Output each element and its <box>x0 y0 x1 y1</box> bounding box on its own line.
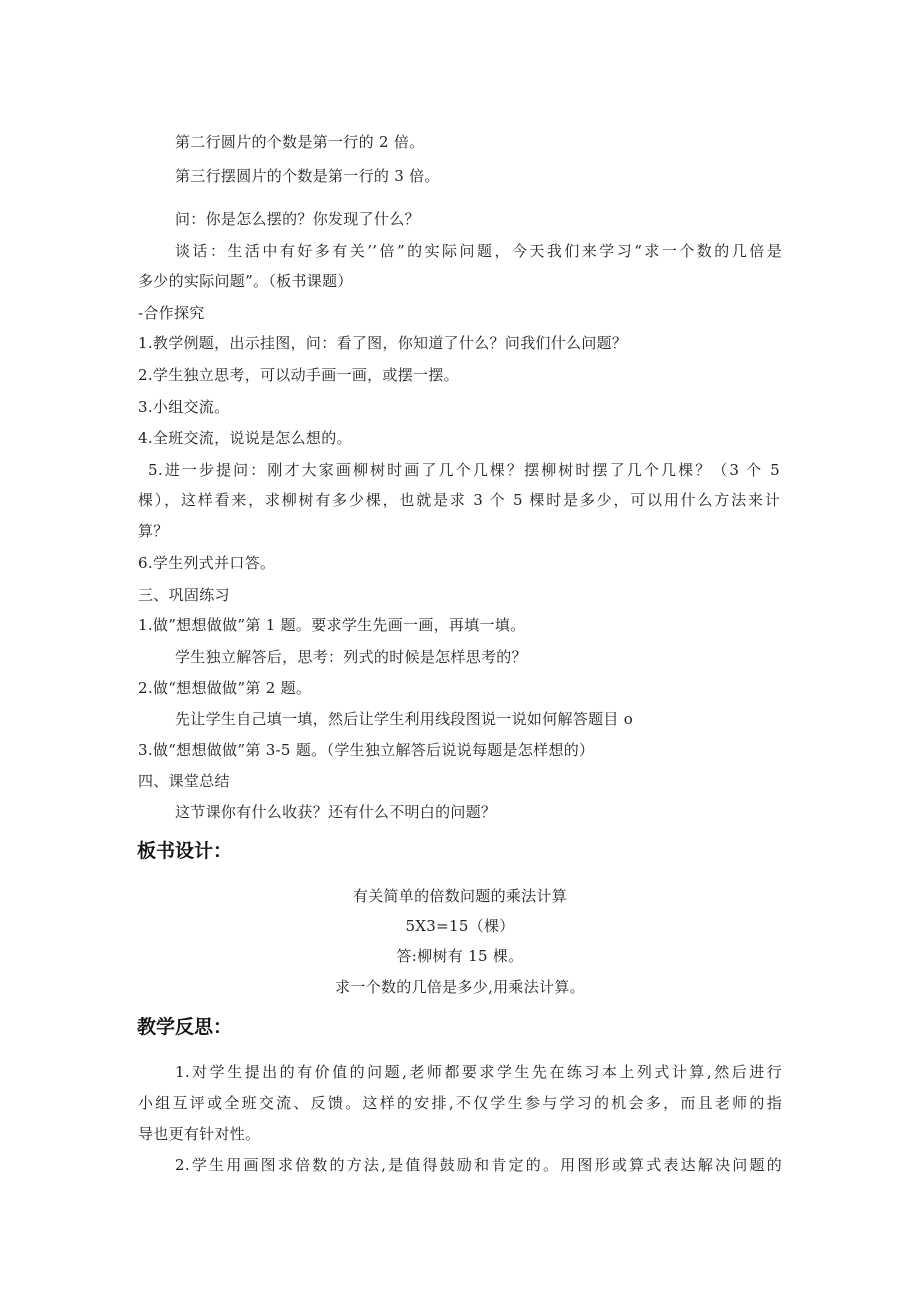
board-title: 有关简单的倍数问题的乘法计算 <box>352 887 568 905</box>
board-formula: 5X3=15（棵） <box>405 917 515 935</box>
text-line: 先让学生自己填一填，然后让学生利用线段图说一说如何解答题目 o <box>175 710 634 728</box>
board-design-heading: 板书设计： <box>137 840 233 862</box>
board-answer: 答:柳树有 15 棵。 <box>396 947 524 965</box>
text-line: 2.做“想想做做”第 2 题。 <box>138 679 312 697</box>
text-line: 2.学生独立思考，可以动手画一画，或摆一摆。 <box>138 366 459 384</box>
text-line: 1.对学生提出的有价值的问题,老师都要求学生先在练习本上列式计算,然后进行 <box>175 1063 782 1081</box>
text-line: 2.学生用画图求倍数的方法,是值得鼓励和肯定的。用图形或算式表达解决问题的 <box>175 1156 782 1174</box>
text-line: 这节课你有什么收获？还有什么不明白的问题？ <box>175 803 497 821</box>
text-line: 5.进一步提问：刚才大家画柳树时画了几个几棵？摆柳树时摆了几个几棵？（3 个 5 <box>148 461 780 479</box>
text-line: 3.小组交流。 <box>138 398 230 416</box>
reflection-heading: 教学反思： <box>137 1016 233 1038</box>
text-line: 第三行摆圆片的个数是第一行的 3 倍。 <box>175 167 440 185</box>
section-heading: 三、巩固练习 <box>138 586 230 604</box>
text-line: 3.做“想想做做”第 3-5 题。（学生独立解答后说说每题是怎样想的） <box>138 741 595 759</box>
text-line: 第二行圆片的个数是第一行的 2 倍。 <box>175 133 425 151</box>
text-line: 小组互评或全班交流、反馈。这样的安排,不仅学生参与学习的机会多，而且老师的指 <box>138 1094 782 1112</box>
text-line: 1.做”想想做做”第 1 题。要求学生先画一画，再填一填。 <box>138 616 526 634</box>
text-line: 1.教学例题，出示挂图，问：看了图，你知道了什么？问我们什么问题？ <box>138 334 628 352</box>
text-line: 谈话：生活中有好多有关’’倍”的实际问题，今天我们来学习“求一个数的几倍是 <box>175 242 782 260</box>
section-heading: 四、课堂总结 <box>138 772 230 790</box>
text-line: 算？ <box>138 522 169 540</box>
text-line: 学生独立解答后，思考：列式的时候是怎样思考的？ <box>175 648 527 666</box>
text-line: 问：你是怎么摆的？你发现了什么？ <box>175 210 420 228</box>
text-line: 4.全班交流，说说是怎么想的。 <box>138 429 352 447</box>
section-heading: -合作探究 <box>138 304 205 322</box>
text-line: 6.学生列式并口答。 <box>138 554 276 572</box>
text-line: 棵），这样看来，求柳树有多少棵，也就是求 3 个 5 棵时是多少，可以用什么方法来计 <box>138 491 780 509</box>
text-line: 导也更有针对性。 <box>138 1125 261 1143</box>
board-rule: 求一个数的几倍是多少,用乘法计算。 <box>335 978 585 996</box>
text-line: 多少的实际问题”。（板书课题） <box>138 272 353 290</box>
